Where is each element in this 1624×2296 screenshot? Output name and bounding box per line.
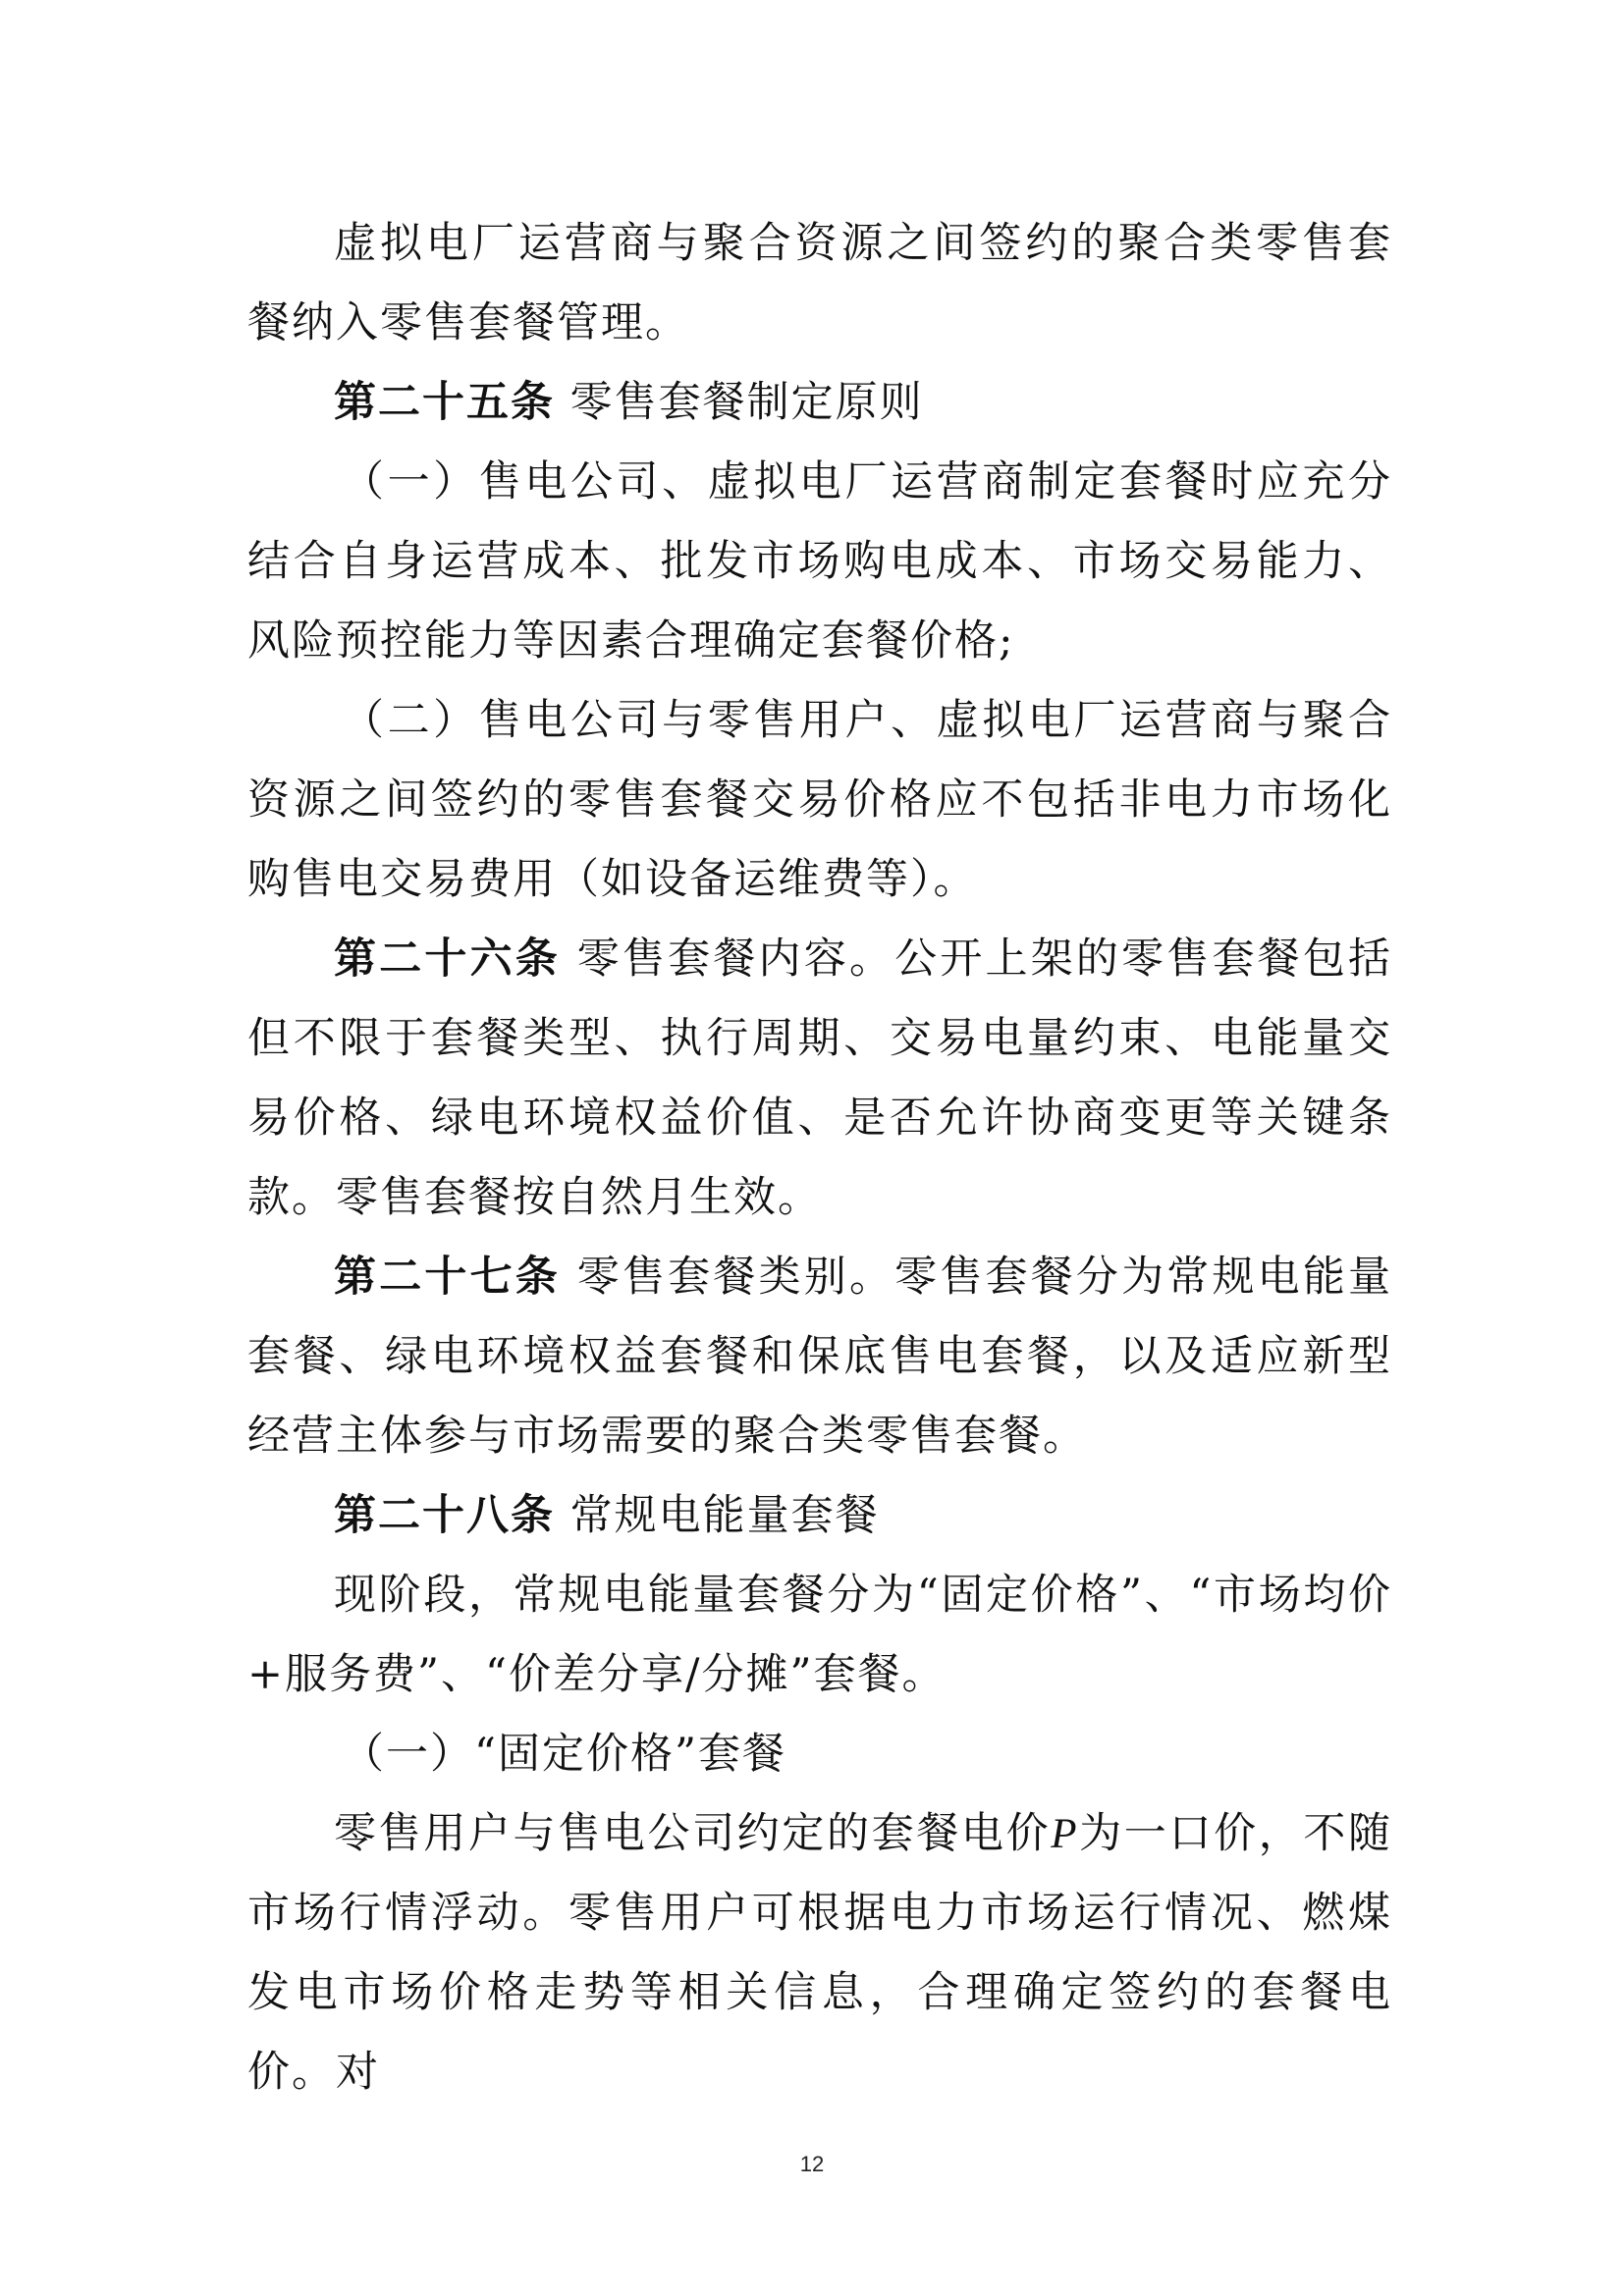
price-symbol: P — [1051, 1811, 1079, 1857]
paragraph-principle-2: （二）售电公司与零售用户、虚拟电厂运营商与聚合资源之间签约的零售套餐交易价格应不包括非电力市场化购售电交易费用（如设备运维费等）。 — [247, 696, 1392, 904]
article-27-text: 零售套餐类别。零售套餐分为常规电能量套餐、绿电环境权益套餐和保底售电套餐，以及适应新型经营主体参与市场需要的聚合类零售套餐。 — [247, 1253, 1393, 1461]
paragraph-fixed-price — [247, 1794, 1392, 2112]
article-25-title: 第二十五条 — [334, 378, 555, 427]
fixed-price-text-after: 为一口价，不随市场行情浮动。零售用户可根据电力市场运行情况、燃煤发电市场价格走势等相关信息，合理确定签约的套餐电价。对 — [247, 1809, 1393, 2097]
fixed-price-text-before: 零售用户与售电公司约定的套餐电价 — [334, 1809, 1052, 1858]
article-25-text: 零售套餐制定原则 — [555, 378, 924, 427]
paragraph-principle-1: （一）售电公司、虚拟电厂运营商制定套餐时应充分结合自身运营成本、批发市场购电成本、市场交易能力、风险预控能力等因素合理确定套餐价格; — [247, 457, 1392, 666]
article-28-text: 常规电能量套餐 — [555, 1491, 880, 1540]
article-26-text: 零售套餐内容。公开上架的零售套餐包括但不限于套餐类型、执行周期、交易电量约束、电能量交易价格、绿电环境权益价值、是否允许协商变更等关键条款。零售套餐按自然月生效。 — [247, 934, 1393, 1222]
subheading-fixed-price: （一）“固定价格”套餐 — [342, 1730, 786, 1779]
article-27 — [247, 1238, 1392, 1476]
article-25 — [247, 363, 1392, 443]
article-28-title: 第二十八条 — [334, 1491, 555, 1540]
paragraph-aggregation-packages: 虚拟电厂运营商与聚合资源之间签约的聚合类零售套餐纳入零售套餐管理。 — [247, 219, 1392, 347]
article-26 — [247, 920, 1392, 1238]
document-body — [247, 204, 1392, 2112]
article-27-title: 第二十七条 — [334, 1253, 561, 1302]
page-number: 12 — [799, 2152, 825, 2176]
paragraph-package-types: 现阶段，常规电能量套餐分为“固定价格”、“市场均价+服务费”、“价差分享/分摊”套餐。 — [247, 1571, 1392, 1699]
article-28 — [247, 1476, 1392, 1556]
article-26-title: 第二十六条 — [334, 934, 561, 984]
